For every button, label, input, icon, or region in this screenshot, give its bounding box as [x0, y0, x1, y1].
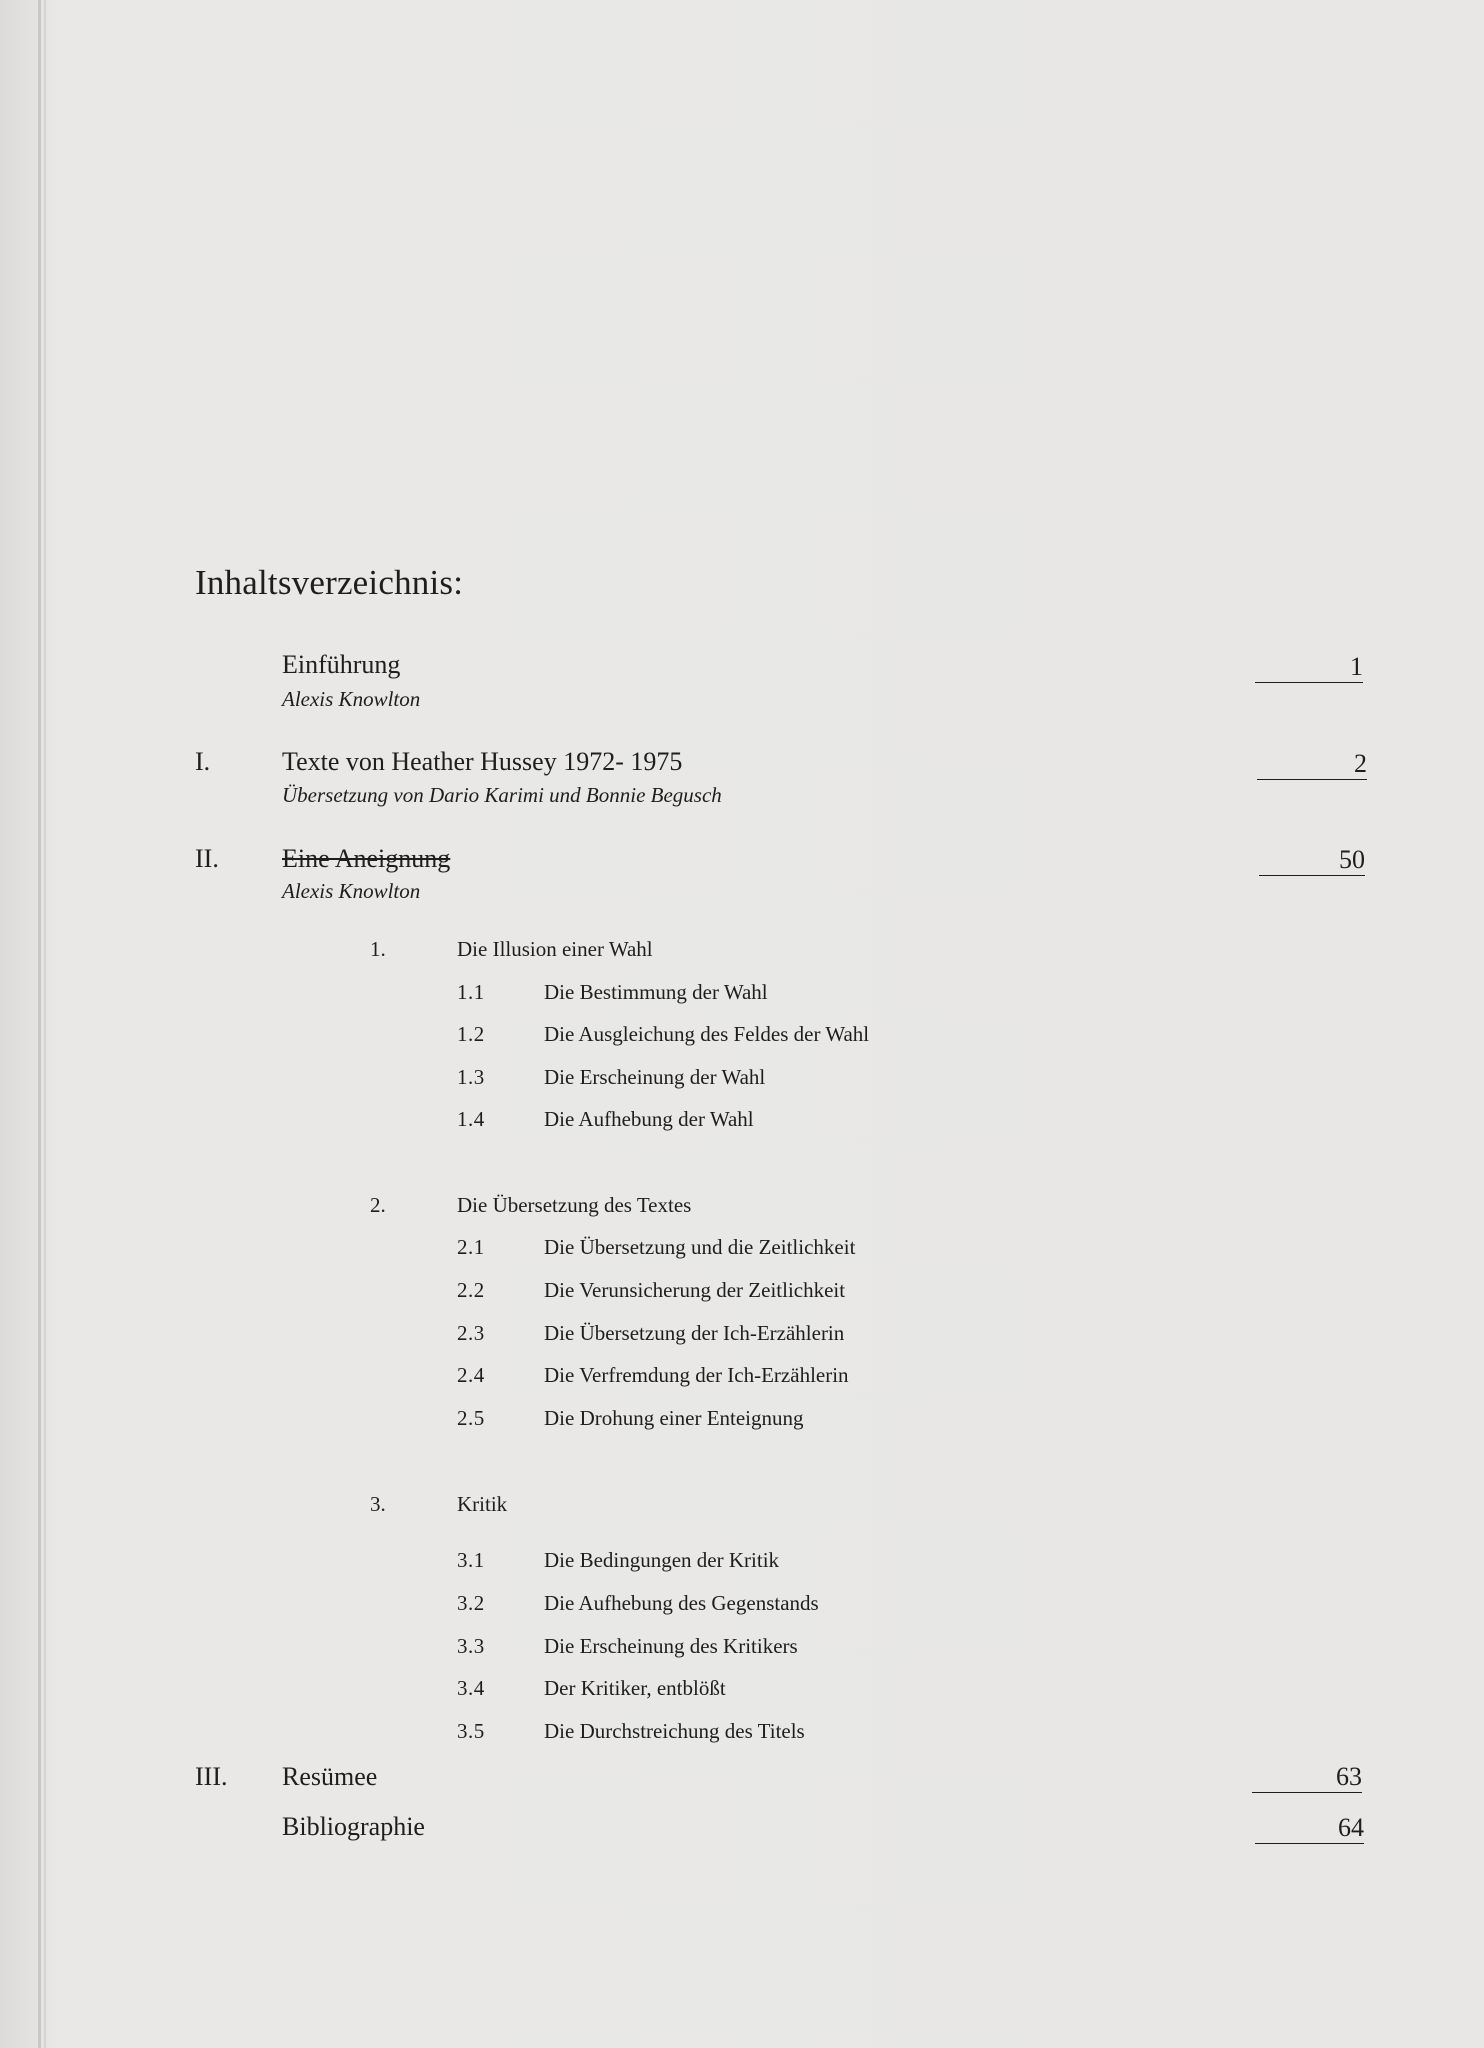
section-3-title: Kritik [457, 1492, 508, 1516]
subsection-number: 1.2 [457, 1022, 485, 1046]
entry-3-number: III. [195, 1762, 228, 1791]
entry-1-title: Texte von Heather Hussey 1972- 1975 [282, 747, 683, 776]
subsection-number: 2.3 [457, 1321, 485, 1345]
subsection-title: Die Übersetzung und die Zeitlichkeit [544, 1235, 856, 1259]
entry-2-page: 50 [1259, 845, 1365, 876]
subsection-title: Die Durchstreichung des Titels [544, 1719, 805, 1743]
entry-2-title: Eine Aneignung [282, 844, 451, 873]
entry-bibliography-title: Bibliographie [282, 1812, 425, 1841]
subsection-number: 2.2 [457, 1278, 485, 1302]
section-2-number: 2. [370, 1193, 386, 1217]
subsection-number: 2.5 [457, 1406, 485, 1430]
subsection-number: 1.4 [457, 1107, 485, 1131]
entry-intro-author: Alexis Knowlton [282, 687, 421, 711]
entry-3-title: Resümee [282, 1762, 378, 1791]
subsection-number: 2.1 [457, 1235, 485, 1259]
subsection-title: Die Aufhebung der Wahl [544, 1107, 754, 1131]
subsection-title: Der Kritiker, entblößt [544, 1676, 726, 1700]
entry-intro-title: Einführung [282, 650, 401, 679]
subsection-title: Die Ausgleichung des Feldes der Wahl [544, 1022, 870, 1046]
subsection-title: Die Aufhebung des Gegenstands [544, 1591, 819, 1615]
toc-heading: Inhaltsverzeichnis: [195, 563, 464, 602]
subsection-number: 3.5 [457, 1719, 485, 1743]
subsection-title: Die Verfremdung der Ich-Erzählerin [544, 1363, 849, 1387]
entry-2-author: Alexis Knowlton [282, 879, 421, 903]
subsection-number: 3.3 [457, 1634, 485, 1658]
subsection-number: 3.4 [457, 1676, 485, 1700]
entry-3-page: 63 [1252, 1762, 1362, 1793]
entry-1-author: Übersetzung von Dario Karimi und Bonnie Begusch [282, 783, 722, 807]
subsection-number: 2.4 [457, 1363, 485, 1387]
subsection-title: Die Bedingungen der Kritik [544, 1548, 780, 1572]
subsection-title: Die Übersetzung der Ich-Erzählerin [544, 1321, 845, 1345]
subsection-number: 3.2 [457, 1591, 485, 1615]
section-1-number: 1. [370, 937, 386, 961]
subsection-number: 1.3 [457, 1065, 485, 1089]
subsection-title: Die Bestimmung der Wahl [544, 980, 768, 1004]
section-3-number: 3. [370, 1492, 386, 1516]
entry-bibliography-page: 64 [1255, 1813, 1364, 1844]
binding-edge-shadow [44, 0, 46, 2048]
subsection-title: Die Verunsicherung der Zeitlichkeit [544, 1278, 846, 1302]
subsection-title: Die Erscheinung des Kritikers [544, 1634, 798, 1658]
subsection-number: 3.1 [457, 1548, 485, 1572]
entry-intro-page: 1 [1255, 652, 1363, 683]
binding-edge [38, 0, 41, 2048]
entry-1-number: I. [195, 747, 211, 776]
subsection-number: 1.1 [457, 980, 485, 1004]
section-2-title: Die Übersetzung des Textes [457, 1193, 692, 1217]
subsection-title: Die Erscheinung der Wahl [544, 1065, 766, 1089]
subsection-title: Die Drohung einer Enteignung [544, 1406, 804, 1430]
entry-2-number: II. [195, 844, 219, 873]
section-1-title: Die Illusion einer Wahl [457, 937, 653, 961]
entry-1-page: 2 [1257, 749, 1367, 780]
